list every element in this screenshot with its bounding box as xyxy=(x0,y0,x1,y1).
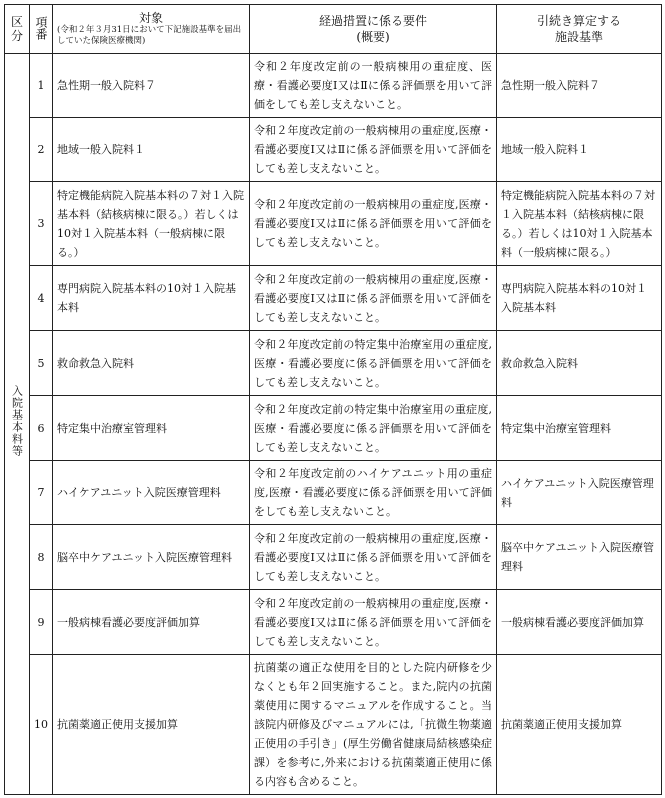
header-item-number xyxy=(30,5,53,54)
target-cell: 地域一般入院料１ xyxy=(53,118,250,182)
standard-cell: 抗菌薬適正使用支援加算 xyxy=(497,655,662,795)
table-row xyxy=(5,655,662,795)
header-kubun: 区分 xyxy=(5,5,30,54)
item-number: 8 xyxy=(30,525,53,590)
table-row xyxy=(5,54,662,118)
category-cell xyxy=(5,54,30,795)
header-target xyxy=(53,5,250,54)
header-standard: 引続き算定する 施設基準 xyxy=(497,5,662,54)
standard-cell: 一般病棟看護必要度評価加算 xyxy=(497,590,662,655)
target-cell: 特定機能病院入院基本料の７対１入院基本料（結核病棟に限る。）若しくは10対１入院基本料（一般病棟に限る。） xyxy=(53,182,250,266)
item-number: 7 xyxy=(30,461,53,525)
requirement-cell: 令和２年度改定前のハイケアユニット用の重症度,医療・看護必要度に係る評価票を用いて評価をしても差し支えないこと。 xyxy=(250,461,497,525)
target-cell: 急性期一般入院料７ xyxy=(53,54,250,118)
standard-cell: 脳卒中ケアユニット入院医療管理料 xyxy=(497,525,662,590)
target-cell: ハイケアユニット入院医療管理料 xyxy=(53,461,250,525)
requirement-cell: 令和２年度改定前の一般病棟用の重症度,医療・看護必要度Ⅰ又はⅡに係る評価票を用いて評価をしても差し支えないこと。 xyxy=(250,182,497,266)
table-row xyxy=(5,182,662,266)
standard-cell: 専門病院入院基本料の10対１入院基本料 xyxy=(497,266,662,331)
standard-cell: 特定集中治療室管理料 xyxy=(497,396,662,461)
standard-cell: 特定機能病院入院基本料の７対１入院基本料（結核病棟に限る。）若しくは10対１入院基本料（一般病棟に限る。） xyxy=(497,182,662,266)
target-cell: 脳卒中ケアユニット入院医療管理料 xyxy=(53,525,250,590)
standard-cell: ハイケアユニット入院医療管理料 xyxy=(497,461,662,525)
requirement-cell: 令和２年度改定前の一般病棟用の重症度,医療・看護必要度Ⅰ又はⅡに係る評価票を用いて評価をしても差し支えないこと。 xyxy=(250,266,497,331)
item-number: 9 xyxy=(30,590,53,655)
table-row xyxy=(5,396,662,461)
item-number: 1 xyxy=(30,54,53,118)
header-target-title: 対象 xyxy=(138,11,163,25)
requirement-cell: 令和２年度改定前の一般病棟用の重症度,医療・看護必要度Ⅰ又はⅡに係る評価票を用いて評価をしても差し支えないこと。 xyxy=(250,525,497,590)
table-row xyxy=(5,525,662,590)
header-row xyxy=(5,5,662,54)
requirement-cell: 令和２年度改定前の一般病棟用の重症度,医療・看護必要度Ⅰ又はⅡに係る評価票を用いて評価をしても差し支えないこと。 xyxy=(250,590,497,655)
requirement-cell: 抗菌薬の適正な使用を目的とした院内研修を少なくとも年２回実施すること。また,院内の抗菌薬使用に関するマニュアルを作成すること。当該院内研修及びマニュアルには,「抗微生物薬適正使用の手引き」(厚生労働省健康局結核感染症課）を参考に,外来における抗菌薬適正使用に係る内容も含めること。 xyxy=(250,655,497,795)
requirement-cell: 令和２年度改定前の特定集中治療室用の重症度,医療・看護必要度に係る評価票を用いて評価をしても差し支えないこと。 xyxy=(250,396,497,461)
header-target-note: (令和２年３月31日において下記施設基準を届出していた保険医療機関) xyxy=(57,25,242,46)
item-number: 6 xyxy=(30,396,53,461)
target-cell: 抗菌薬適正使用支援加算 xyxy=(53,655,250,795)
target-cell: 一般病棟看護必要度評価加算 xyxy=(53,590,250,655)
table-row xyxy=(5,266,662,331)
standard-cell: 急性期一般入院料７ xyxy=(497,54,662,118)
table-row xyxy=(5,590,662,655)
header-item-number-text: 項番 xyxy=(34,15,48,40)
transitional-measures-table xyxy=(4,4,662,795)
item-number: 2 xyxy=(30,118,53,182)
item-number: 10 xyxy=(30,655,53,795)
item-number: 4 xyxy=(30,266,53,331)
target-cell: 専門病院入院基本料の10対１入院基本料 xyxy=(53,266,250,331)
header-requirement: 経過措置に係る要件 (概要) xyxy=(250,5,497,54)
item-number: 3 xyxy=(30,182,53,266)
item-number: 5 xyxy=(30,331,53,396)
requirement-cell: 令和２年度改定前の一般病棟用の重症度、医療・看護必要度Ⅰ又はⅡに係る評価票を用いて評価をしても差し支えないこと。 xyxy=(250,54,497,118)
category-label: 入院基本料等 xyxy=(10,385,24,457)
standard-cell: 地域一般入院料１ xyxy=(497,118,662,182)
standard-cell: 救命救急入院料 xyxy=(497,331,662,396)
table-row xyxy=(5,461,662,525)
requirement-cell: 令和２年度改定前の特定集中治療室用の重症度,医療・看護必要度に係る評価票を用いて評価をしても差し支えないこと。 xyxy=(250,331,497,396)
table-row xyxy=(5,118,662,182)
target-cell: 救命救急入院料 xyxy=(53,331,250,396)
target-cell: 特定集中治療室管理料 xyxy=(53,396,250,461)
table-row xyxy=(5,331,662,396)
requirement-cell: 令和２年度改定前の一般病棟用の重症度,医療・看護必要度Ⅰ又はⅡに係る評価票を用いて評価をしても差し支えないこと。 xyxy=(250,118,497,182)
